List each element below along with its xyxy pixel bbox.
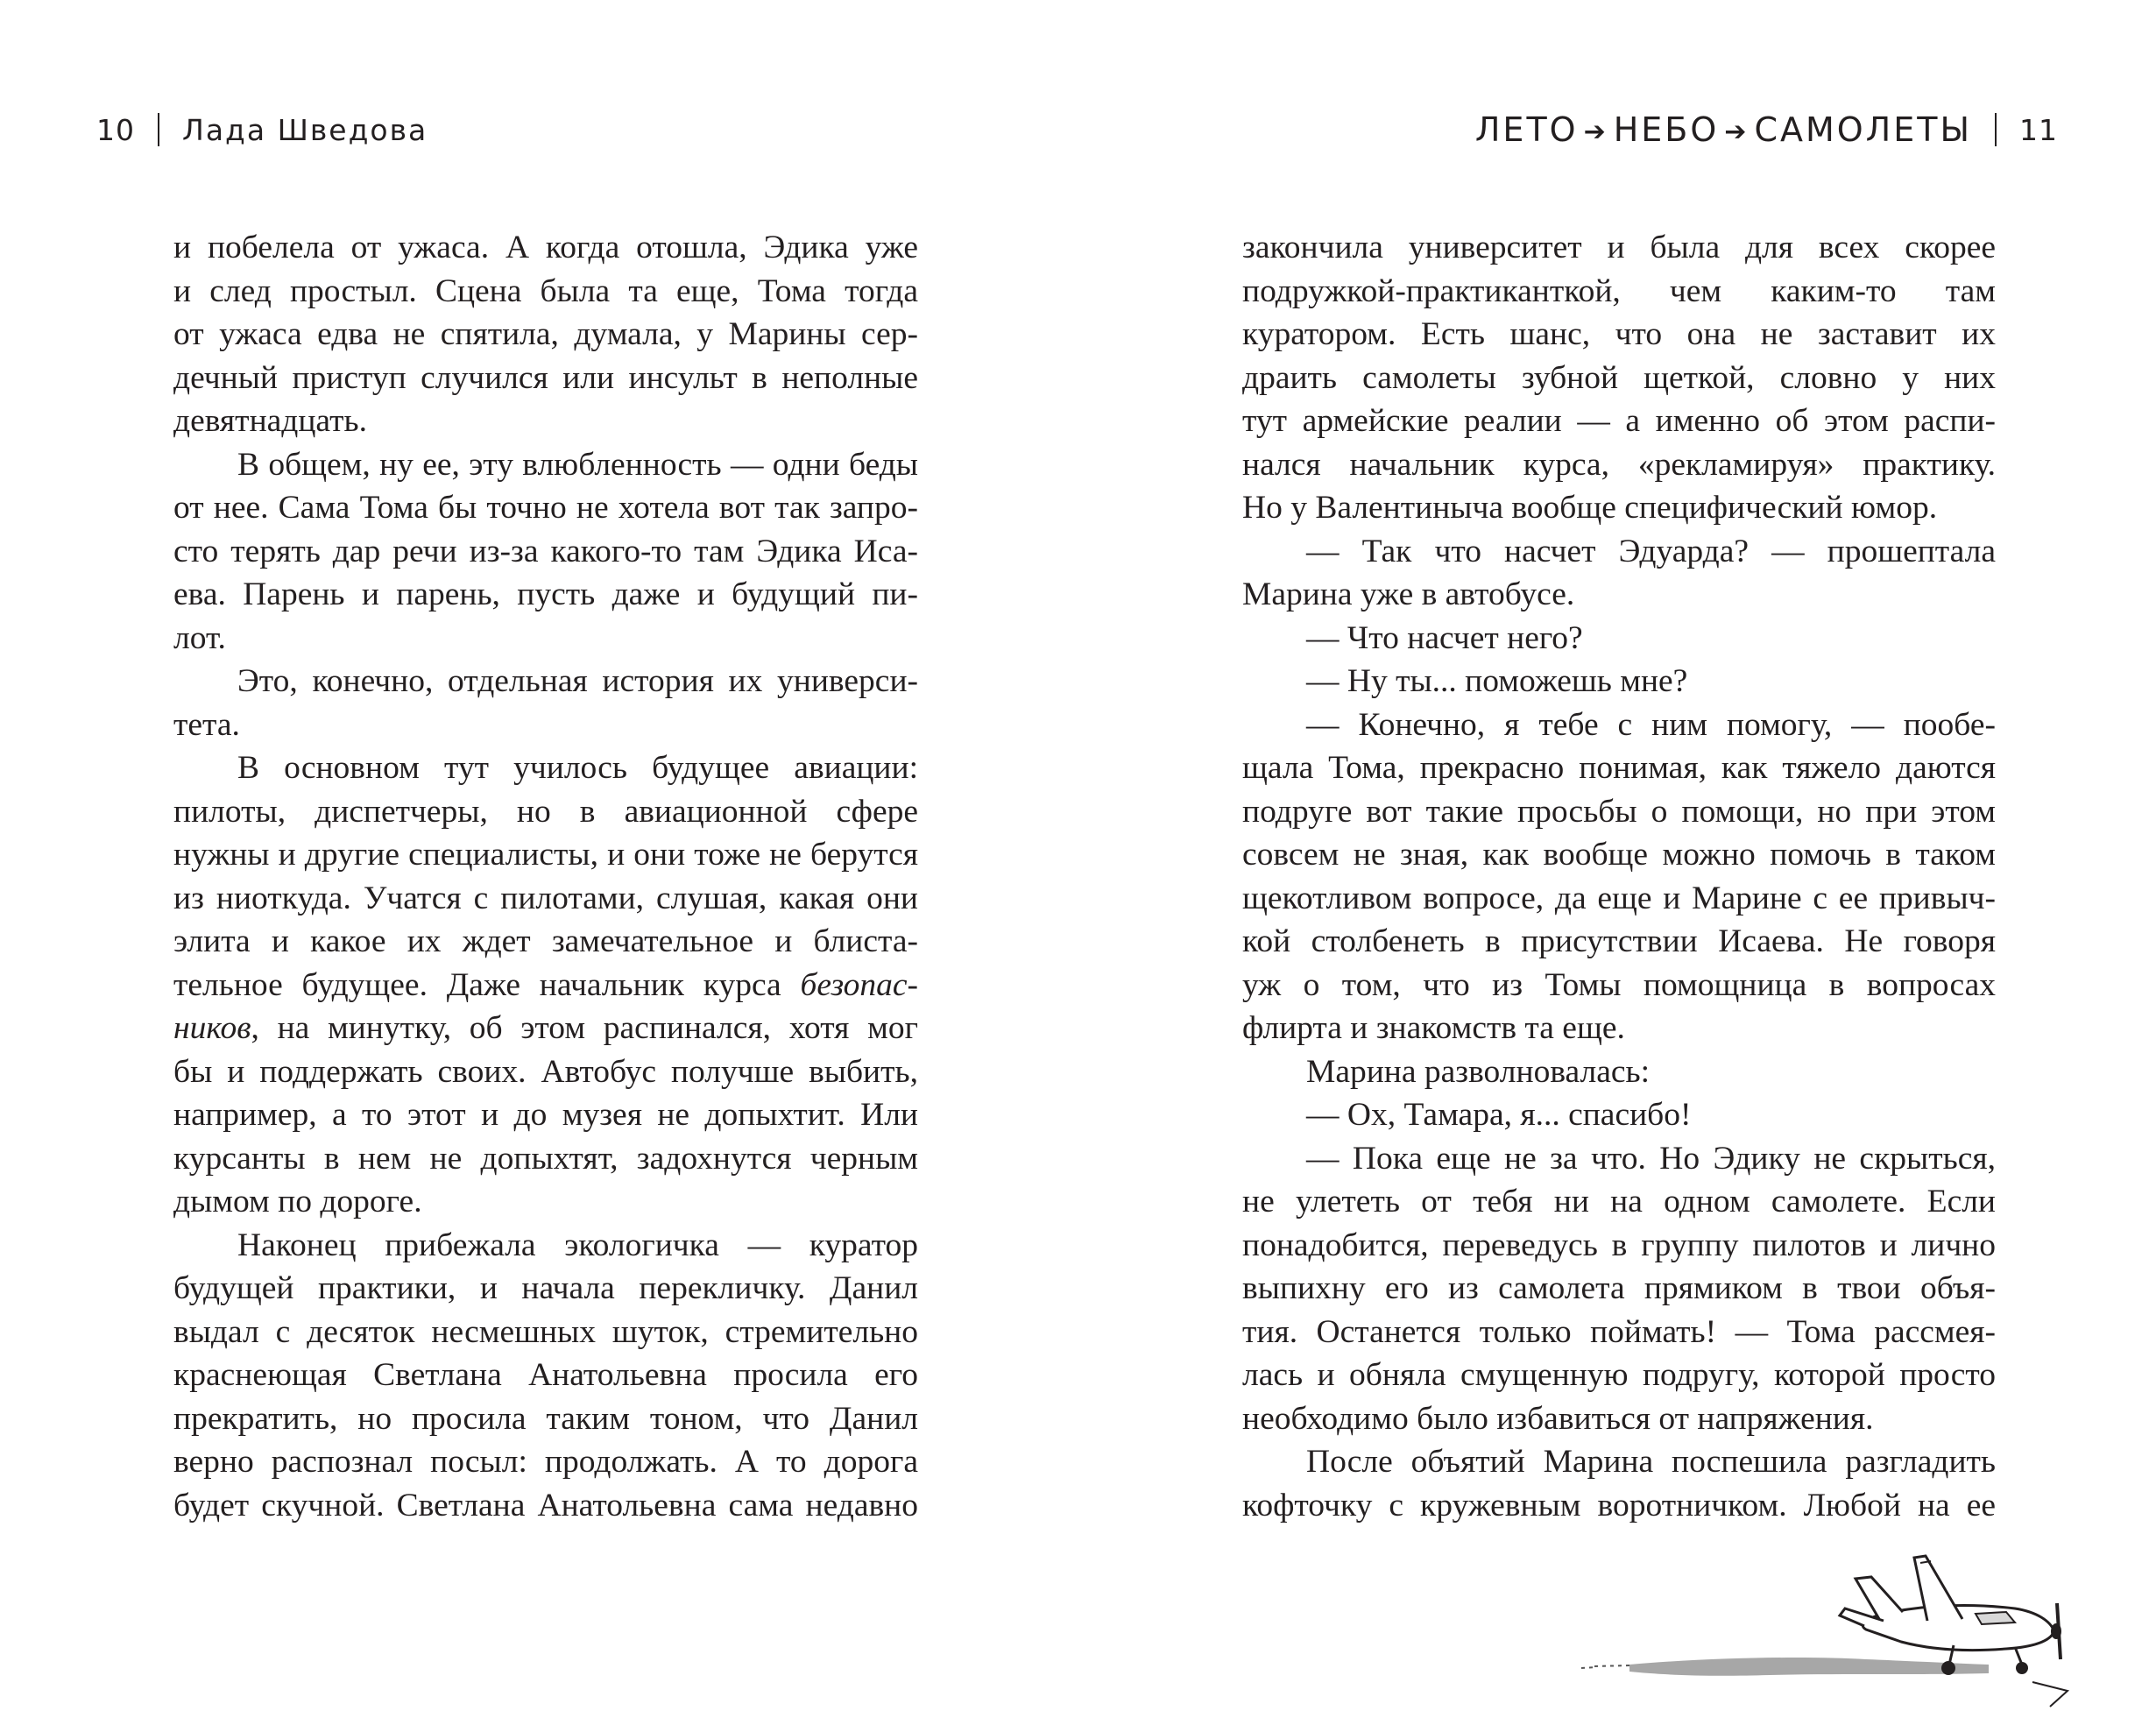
line-text: После объятий Марина поспешила разгладить: [1306, 1444, 1996, 1480]
right-page-number: 11: [2019, 112, 2058, 147]
text-line: [173, 399, 918, 443]
line-text: совсем не зная, как вообще можно помочь в таком: [1242, 837, 1996, 873]
text-line: [1242, 313, 1996, 357]
text-line: [173, 226, 918, 270]
line-text: подружкой-практиканткой, чем каким-то там: [1242, 272, 1996, 309]
text-line: [1242, 833, 1996, 877]
right-running-head: [1475, 103, 2058, 156]
line-text: кофточку с кружевным воротничком. Любой на ее: [1242, 1487, 1996, 1524]
author-name: Лада Шведова: [182, 112, 428, 147]
text-line: [1242, 1267, 1996, 1311]
text-line: [173, 1354, 918, 1397]
text-line: [1242, 1354, 1996, 1397]
line-text: щекотливом вопросе, да еще и Марине с ее привыч-: [1242, 880, 1996, 916]
line-text: Это, конечно, отдельная история их универси-: [237, 663, 918, 699]
line-text: девятнадцать.: [173, 403, 367, 439]
arrow-icon: ➔: [1724, 116, 1750, 147]
text-line: [173, 530, 918, 574]
line-text: — Ох, Тамара, я... спасибо!: [1306, 1097, 1692, 1133]
line-text: — Пока еще не за что. Но Эдику не скрыться,: [1306, 1140, 1996, 1177]
text-line: [1242, 573, 1996, 617]
line-text: будущей практики, и начала перекличку. Данил: [173, 1270, 918, 1306]
italic-term: ников: [173, 1010, 251, 1046]
line-text: — Так что насчет Эдуарда? — прошептала: [1306, 533, 1996, 569]
left-running-head: [96, 103, 428, 156]
text-line: [173, 1267, 918, 1311]
line-text: дечный приступ случился или инсульт в неполные: [173, 359, 918, 396]
text-line: [1242, 1137, 1996, 1181]
text-line: [173, 486, 918, 530]
text-line: [1242, 703, 1996, 747]
line-text: например, а то этот и до музея не допыхтит. Или: [173, 1097, 918, 1133]
text-line: [1242, 746, 1996, 790]
series-word: ЛЕТО: [1474, 110, 1579, 149]
text-line: [1242, 270, 1996, 314]
text-line: [173, 1050, 918, 1094]
text-line: [1242, 443, 1996, 487]
text-line: [1242, 1484, 1996, 1528]
text-line: [1242, 1007, 1996, 1050]
text-line: [1242, 617, 1996, 661]
line-text: тия. Останется только поймать! — Тома рассмея-: [1242, 1313, 1996, 1350]
line-text: дымом по дороге.: [173, 1184, 422, 1220]
text-line: [1242, 486, 1996, 530]
line-text: кой столбенеть в присутствии Исаева. Не говоря: [1242, 923, 1996, 959]
line-text: В основном тут училось будущее авиации:: [237, 750, 918, 786]
left-page-text: [173, 226, 918, 1527]
text-line: [1242, 964, 1996, 1007]
line-text: Марина разволновалась:: [1306, 1053, 1651, 1090]
text-line: [173, 573, 918, 617]
line-text: курсанты в нем не допыхтят, задохнутся черным: [173, 1140, 918, 1177]
line-text: Наконец прибежала экологичка — куратор: [237, 1227, 918, 1263]
series-word: НЕБО: [1613, 110, 1720, 149]
text-line: [173, 920, 918, 964]
line-text: флирта и знакомств та еще.: [1242, 1010, 1625, 1046]
text-line: [1242, 1050, 1996, 1094]
text-line: [1242, 1093, 1996, 1137]
text-line: [1242, 226, 1996, 270]
airplane-sketch-icon: [1577, 1551, 2076, 1717]
text-line: [173, 877, 918, 921]
line-text: драить самолеты зубной щеткой, словно у них: [1242, 359, 1996, 396]
left-page-number: 10: [96, 112, 135, 147]
line-text: будет скучной. Светлана Анатольевна сама недавно: [173, 1487, 918, 1524]
line-text: В общем, ну ее, эту влюбленность — одни беды: [237, 446, 918, 483]
text-line: [1242, 399, 1996, 443]
line-text: лась и обняла смущенную подругу, которой просто: [1242, 1357, 1996, 1393]
line-text: нался начальник курса, «рекламируя» практику.: [1242, 446, 1996, 483]
text-line: [173, 660, 918, 703]
text-line: [173, 790, 918, 834]
head-divider: [1995, 113, 1997, 146]
line-text: Марина уже в автобусе.: [1242, 576, 1575, 612]
text-line: [173, 746, 918, 790]
line-text: не улететь от тебя ни на одном самолете. Если: [1242, 1184, 1996, 1220]
line-text: уж о том, что из Томы помощница в вопросах: [1242, 966, 1996, 1003]
line-text: — Что насчет него?: [1306, 619, 1583, 656]
line-text: понадобится, переведусь в группу пилотов и лично: [1242, 1227, 1996, 1263]
text-line: [173, 1007, 918, 1050]
line-text: верно распознал посыл: продолжать. А то дорога: [173, 1444, 918, 1480]
text-line: [1242, 877, 1996, 921]
text-line: [173, 1397, 918, 1441]
line-text: элита и какое их ждет замечательное и блиста-: [173, 923, 918, 959]
line-text: тета.: [173, 706, 240, 743]
line-text: необходимо было избавиться от напряжения.: [1242, 1400, 1874, 1437]
text-line: [173, 703, 918, 747]
text-line: [173, 964, 918, 1007]
head-divider: [158, 113, 159, 146]
line-text: и след простыл. Сцена была та еще, Тома тогда: [173, 272, 918, 309]
text-line: [173, 270, 918, 314]
text-line: [1242, 357, 1996, 400]
text-line: [173, 1180, 918, 1224]
line-text: тут армейские реалии — а именно об этом распи-: [1242, 403, 1996, 439]
line-text: из ниоткуда. Учатся с пилотами, слушая, какая они: [173, 880, 918, 916]
line-text: краснеющая Светлана Анатольевна просила его: [173, 1357, 918, 1393]
italic-term: безопас-: [800, 966, 918, 1003]
line-text: куратором. Есть шанс, что она не заставит их: [1242, 316, 1996, 352]
line-text: лот.: [173, 619, 226, 656]
text-line: [173, 1484, 918, 1528]
text-line: [1242, 1224, 1996, 1268]
line-text: тельное будущее. Даже начальник курса: [173, 966, 801, 1003]
text-line: [173, 617, 918, 661]
text-line: [1242, 790, 1996, 834]
text-line: [173, 1093, 918, 1137]
right-page-text: [1242, 226, 1996, 1527]
text-line: [173, 1440, 918, 1484]
line-text: от ужаса едва не спятила, думала, у Марины сер-: [173, 316, 918, 352]
text-line: [1242, 1397, 1996, 1441]
line-text: — Конечно, я тебе с ним помогу, — пообе-: [1306, 706, 1996, 743]
arrow-icon: ➔: [1583, 116, 1608, 147]
line-text: сто терять дар речи из-за какого-то там Эдика Иса-: [173, 533, 918, 569]
line-text: бы и поддержать своих. Автобус получше выбить,: [173, 1053, 918, 1090]
text-line: [173, 833, 918, 877]
series-title: [1475, 110, 1972, 149]
text-line: [1242, 530, 1996, 574]
line-text: пилоты, диспетчеры, но в авиационной сфере: [173, 793, 918, 830]
line-text: закончила университет и была для всех скорее: [1242, 230, 1996, 265]
line-text: щала Тома, прекрасно понимая, как тяжело даются: [1242, 750, 1996, 786]
line-text: от нее. Сама Тома бы точно не хотела вот так запро-: [173, 490, 918, 526]
text-line: [173, 357, 918, 400]
text-line: [173, 1137, 918, 1181]
line-text: ева. Парень и парень, пусть даже и будущий пи-: [173, 576, 918, 612]
line-text: Но у Валентиныча вообще специфический юмор.: [1242, 490, 1938, 526]
text-line: [1242, 920, 1996, 964]
line-text: и побелела от ужаса. А когда отошла, Эдика уже: [173, 230, 918, 265]
text-line: [173, 1224, 918, 1268]
line-text: выдал с десяток несмешных шуток, стремительно: [173, 1313, 918, 1350]
line-text: выпихну его из самолета прямиком в твои объя-: [1242, 1270, 1996, 1306]
line-text: нужны и другие специалисты, и они тоже не берутся: [173, 837, 918, 873]
text-line: [1242, 1440, 1996, 1484]
line-text: , на минутку, об этом распинался, хотя мог: [251, 1010, 918, 1046]
line-text: подруге вот такие просьбы о помощи, но при этом: [1242, 793, 1996, 830]
line-text: — Ну ты... поможешь мне?: [1306, 663, 1688, 699]
line-text: прекратить, но просила таким тоном, что Данил: [173, 1400, 918, 1437]
text-line: [173, 313, 918, 357]
series-word: САМОЛЕТЫ: [1754, 110, 1972, 149]
text-line: [1242, 660, 1996, 703]
text-line: [173, 1311, 918, 1354]
text-line: [1242, 1311, 1996, 1354]
text-line: [1242, 1180, 1996, 1224]
text-line: [173, 443, 918, 487]
